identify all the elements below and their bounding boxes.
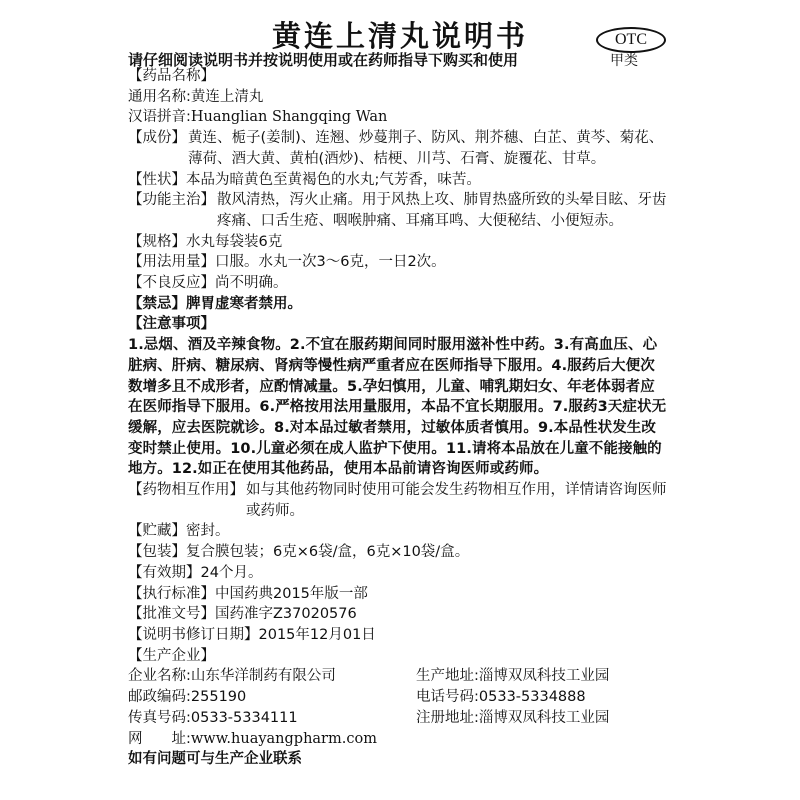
properties-section [128, 170, 668, 191]
website-row [128, 729, 416, 750]
expiry-section [128, 563, 668, 584]
pinyin-value: Huanglian Shangqing Wan [190, 109, 388, 126]
contact-note: 如有问题可与生产企业联系 [128, 751, 302, 768]
expiry-label: 【有效期】 [128, 564, 201, 581]
dosage-value: 口服。水丸一次3～6克，一日2次。 [215, 254, 446, 271]
notes-label: 【注意事项】 [128, 316, 215, 333]
contra-section [128, 294, 668, 315]
revision-section [128, 625, 668, 646]
indications-label: 【功能主治】 [128, 192, 215, 209]
interactions-section [128, 480, 668, 521]
pinyin-row [128, 107, 668, 128]
reg-address-label: 注册地址: [416, 709, 479, 726]
package-label: 【包装】 [128, 544, 186, 561]
phone-value: 0533-5334888 [478, 689, 586, 706]
revision-label: 【说明书修订日期】 [128, 626, 259, 643]
expiry-value: 24个月。 [200, 564, 263, 581]
standard-value: 中国药典2015年版一部 [215, 585, 368, 602]
notes-value: 1.忌烟、酒及辛辣食物。2.不宜在服药期间同时服用滋补性中药。3.有高血压、心脏病、肝病、糖尿病、肾病等慢性病严重者应在医师指导下服用。4.服药后大便次数增多且不成形者，应酌情减量。5.孕妇慎用，儿童、哺乳期妇女、年老体弱者应在医师指导下服用。6.严格按用法用量服用，本品不宜长期服用。7.服药3天症状无缓解，应去医院就诊。8.对本品过敏者禁用，过敏体质者慎用。9.本品性状发生改变时禁止使用。10.儿童必须在成人监护下使用。11.请将本品放在儿童不能接触的地方。12.如正在使用其他药品，使用本品前请咨询医师或药师。 [128, 337, 667, 478]
indications-value: 散风清热，泻火止痛。用于风热上攻、肺胃热盛所致的头晕目眩、牙齿疼痛、口舌生疮、咽喉肿痛、耳痛耳鸣、大便秘结、小便短赤。 [217, 192, 667, 229]
ingredients-section [128, 128, 668, 169]
fax-label: 传真号码: [128, 709, 191, 726]
standard-label: 【执行标准】 [128, 585, 215, 602]
spec-section [128, 232, 668, 253]
manufacturer-label: 【生产企业】 [128, 647, 215, 664]
storage-label: 【贮藏】 [128, 523, 186, 540]
approval-section [128, 604, 668, 625]
zip-label: 邮政编码: [128, 689, 191, 706]
properties-value: 本品为暗黄色至黄褐色的水丸;气芳香，味苦。 [186, 171, 481, 188]
reg-address-row [416, 708, 668, 729]
generic-name-label: 通用名称: [128, 88, 191, 105]
address-row [416, 666, 668, 687]
phone-row [416, 687, 668, 708]
interactions-value: 如与其他药物同时使用可能会发生药物相互作用，详情请咨询医师或药师。 [246, 482, 667, 519]
company-info [128, 666, 668, 749]
properties-label: 【性状】 [128, 171, 186, 188]
company-name-label: 企业名称: [128, 668, 191, 685]
manufacturer-section [128, 646, 668, 667]
spec-value: 水丸每袋装6克 [186, 233, 283, 250]
otc-class-label: 甲类 [610, 53, 638, 69]
storage-value: 密封。 [186, 523, 230, 540]
usage-warning: 请仔细阅读说明书并按说明使用或在药师指导下购买和使用 [128, 51, 519, 69]
generic-name-row [128, 87, 668, 108]
zip-row [128, 687, 416, 708]
fax-value: 0533-5334111 [190, 709, 298, 726]
company-info-right [416, 666, 668, 749]
contra-label: 【禁忌】 [128, 295, 186, 312]
address-label: 生产地址: [416, 668, 479, 685]
leaflet-body [128, 66, 668, 770]
ingredients-label: 【成份】 [128, 130, 186, 147]
standard-section [128, 584, 668, 605]
pinyin-label: 汉语拼音: [128, 109, 191, 126]
adverse-label: 【不良反应】 [128, 275, 215, 292]
revision-value: 2015年12月01日 [258, 626, 376, 643]
indications-section [128, 190, 668, 231]
dosage-label: 【用法用量】 [128, 254, 215, 271]
company-name-value: 山东华洋制药有限公司 [190, 668, 336, 685]
interactions-label: 【药物相互作用】 [128, 482, 244, 499]
otc-badge: OTC [596, 27, 666, 53]
company-name-row [128, 666, 416, 687]
package-section [128, 542, 668, 563]
company-info-left [128, 666, 416, 749]
fax-row [128, 708, 416, 729]
drug-name-label: 【药品名称】 [128, 68, 215, 84]
reg-address-value: 淄博双凤科技工业园 [478, 709, 610, 726]
spec-label: 【规格】 [128, 233, 186, 250]
approval-label: 【批准文号】 [128, 606, 215, 623]
adverse-section [128, 273, 668, 294]
storage-section [128, 521, 668, 542]
address-value: 淄博双凤科技工业园 [478, 668, 610, 685]
approval-value: 国药准字Z37020576 [215, 606, 357, 623]
website-value: www.huayangpharm.com [190, 730, 377, 747]
zip-value: 255190 [190, 689, 247, 706]
ingredients-value: 黄连、栀子(姜制)、连翘、炒蔓荆子、防风、荆芥穗、白芷、黄芩、菊花、薄荷、酒大黄、黄柏(酒炒)、桔梗、川芎、石膏、旋覆花、甘草。 [188, 130, 664, 167]
website-label: 网 址: [128, 730, 191, 747]
drug-name-section [128, 66, 668, 87]
generic-name-value: 黄连上清丸 [190, 88, 264, 105]
phone-label: 电话号码: [416, 689, 479, 706]
notes-heading [128, 314, 668, 335]
adverse-value: 尚不明确。 [215, 275, 288, 292]
dosage-section [128, 252, 668, 273]
document-title: 黄连上清丸说明书 [271, 19, 528, 53]
contra-value: 脾胃虚寒者禁用。 [186, 295, 302, 312]
package-value: 复合膜包装；6克×6袋/盒，6克×10袋/盒。 [186, 544, 470, 561]
